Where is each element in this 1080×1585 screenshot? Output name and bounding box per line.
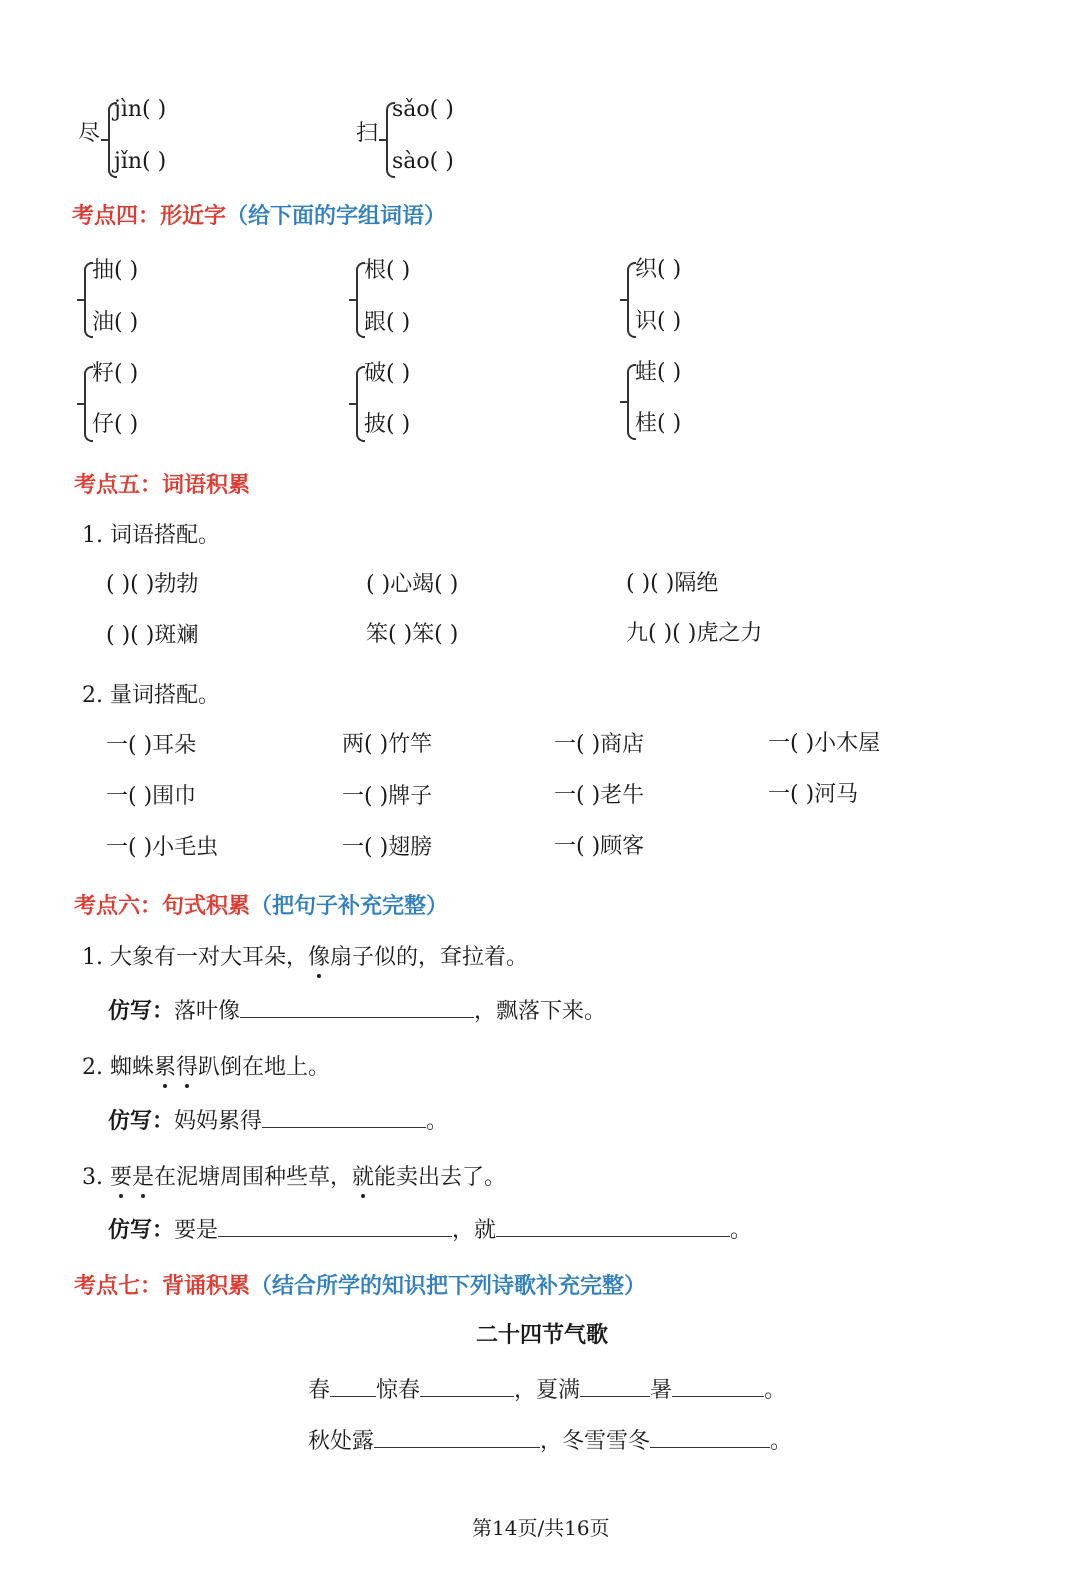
answer-blank[interactable]: [496, 1214, 730, 1237]
collocation-item: 九( )( )虎之力: [626, 621, 763, 646]
dotted-char: 是: [132, 1165, 155, 1190]
measure-item: 一( )顾客: [554, 834, 645, 859]
sentence-text: 扇子似的，耷拉着。: [330, 945, 529, 970]
imitation-text: ，飘落下来。: [474, 999, 607, 1024]
poem-text: 秋处露: [308, 1429, 375, 1454]
poem-text: 春: [308, 1378, 331, 1403]
measure-item: 一( )小木屋: [768, 731, 881, 756]
imitation-3: [108, 1214, 752, 1245]
section-heading-4: [72, 203, 446, 231]
imitation-1: [108, 995, 606, 1026]
section-heading-6: [74, 893, 448, 921]
section-heading-7: [74, 1273, 646, 1301]
poem-line-1: [308, 1374, 786, 1405]
heading-note: （给下面的字组词语）: [226, 204, 447, 229]
collocation-item: 笨( )笨( ): [366, 622, 459, 647]
heading-main: 考点五：词语积累: [74, 473, 251, 498]
measure-item: 两( )竹竿: [342, 732, 433, 757]
sentence-text: 能卖出去了。: [374, 1165, 507, 1190]
answer-blank[interactable]: [218, 1214, 452, 1237]
sentence-text: 趴倒在地上。: [198, 1055, 331, 1080]
imitation-label: 仿写：: [108, 1218, 175, 1243]
answer-blank[interactable]: [262, 1105, 426, 1128]
section-heading-5: [74, 472, 250, 500]
poem-text: 。: [764, 1378, 787, 1403]
pinyin-item: jìn( ): [114, 97, 167, 122]
measure-item: 一( )牌子: [342, 784, 433, 809]
answer-blank[interactable]: [330, 1374, 376, 1397]
measure-item: 一( )河马: [768, 782, 859, 807]
poem-text: ，冬雪雪冬: [540, 1429, 651, 1454]
poem-text: 惊春: [376, 1378, 421, 1403]
measure-item: 一( )围巾: [106, 784, 197, 809]
measure-item: 一( )小毛虫: [106, 835, 219, 860]
measure-item: 一( )耳朵: [106, 733, 197, 758]
imitation-text: ，就: [452, 1218, 497, 1243]
measure-item: 一( )翅膀: [342, 835, 433, 860]
answer-blank[interactable]: [672, 1374, 764, 1397]
word-item: 根( ): [364, 258, 411, 283]
polyphone-char: 尽: [78, 121, 101, 146]
word-item: 仔( ): [92, 412, 139, 437]
heading-note: （把句子补充完整）: [250, 894, 449, 919]
poem-text: 。: [770, 1429, 793, 1454]
imitation-text: 妈妈累得: [174, 1109, 263, 1134]
word-item: 籽( ): [92, 361, 139, 386]
page-number: 第14页/共16页: [472, 1516, 610, 1540]
answer-blank[interactable]: [650, 1425, 770, 1448]
collocation-item: ( )( )斑斓: [106, 623, 199, 648]
word-item: 识( ): [635, 309, 682, 334]
imitation-text: 要是: [174, 1218, 219, 1243]
heading-main: 考点六：句式积累: [74, 894, 251, 919]
poem-text: ，夏满: [514, 1378, 581, 1403]
poem-title: 二十四节气歌: [476, 1323, 609, 1348]
word-item: 跟( ): [364, 310, 411, 335]
answer-blank[interactable]: [420, 1374, 514, 1397]
dotted-char: 就: [352, 1165, 375, 1190]
pinyin-item: sǎo( ): [392, 97, 454, 122]
polyphone-char: 扫: [356, 121, 379, 146]
answer-blank[interactable]: [374, 1425, 540, 1448]
sentence-2: [82, 1054, 330, 1082]
dotted-char: 像: [307, 945, 330, 970]
sentence-text: 3.: [82, 1165, 110, 1190]
dotted-char: 累: [153, 1055, 176, 1080]
heading-main: 考点七：背诵积累: [74, 1274, 251, 1299]
poem-text: 暑: [650, 1378, 673, 1403]
heading-main: 考点四：形近字: [72, 204, 227, 229]
imitation-text: 。: [730, 1218, 753, 1243]
question-label: 1. 词语搭配。: [82, 523, 220, 548]
sentence-text: 2. 蜘蛛: [82, 1055, 154, 1080]
heading-note: （结合所学的知识把下列诗歌补充完整）: [250, 1274, 647, 1299]
poem-line-2: [308, 1425, 792, 1456]
word-item: 织( ): [635, 257, 682, 282]
sentence-3: [82, 1164, 506, 1192]
imitation-2: [108, 1105, 448, 1136]
word-item: 披( ): [364, 412, 411, 437]
answer-blank[interactable]: [580, 1374, 650, 1397]
collocation-item: ( )( )隔绝: [626, 571, 719, 596]
pinyin-item: sào( ): [392, 149, 454, 174]
measure-item: 一( )老牛: [554, 783, 645, 808]
word-item: 桂( ): [635, 411, 682, 436]
pinyin-item: jǐn( ): [114, 149, 167, 174]
sentence-text: 1. 大象有一对大耳朵，: [82, 945, 308, 970]
imitation-text: 。: [426, 1109, 449, 1134]
word-item: 蛙( ): [635, 360, 682, 385]
word-item: 油( ): [92, 310, 139, 335]
word-item: 抽( ): [92, 258, 139, 283]
word-item: 破( ): [364, 361, 411, 386]
imitation-label: 仿写：: [108, 999, 175, 1024]
question-label: 2. 量词搭配。: [82, 683, 220, 708]
measure-item: 一( )商店: [554, 732, 645, 757]
imitation-text: 落叶像: [174, 999, 241, 1024]
sentence-text: 在泥塘周围种些草，: [154, 1165, 353, 1190]
collocation-item: ( )( )勃勃: [106, 572, 199, 597]
sentence-1: [82, 944, 528, 972]
dotted-char: 得: [176, 1055, 199, 1080]
dotted-char: 要: [109, 1165, 132, 1190]
collocation-item: ( )心竭( ): [366, 572, 459, 597]
imitation-label: 仿写：: [108, 1109, 175, 1134]
answer-blank[interactable]: [240, 995, 474, 1018]
